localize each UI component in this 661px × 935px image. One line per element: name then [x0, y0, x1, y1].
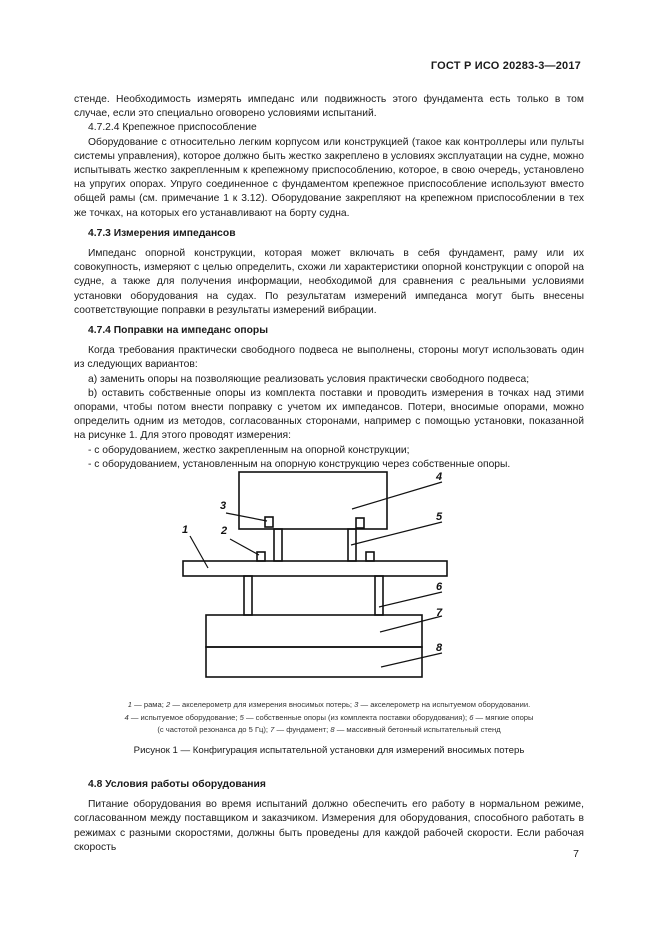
legend-line-1: 1 — рама; 2 — акселерометр для измерения вносимых потерь; 3 — акселерометр на испытуемом оборудовании.: [127, 700, 531, 709]
label-7: 7: [436, 607, 443, 619]
paragraph: стенде. Необходимость измерять импеданс или подвижность этого фундамента есть только в том случае, если это специально оговорено условиями испытаний.: [74, 94, 584, 120]
section-heading-4-7-2-4: 4.7.2.4 Крепежное приспособление: [88, 122, 257, 134]
paragraph: Питание оборудования во время испытаний должно обеспечить его работу в нормальном режиме, согласованном между поставщиком и заказчиком. Измерения для оборудования, способного работать в режимах с разными скоростями, должны быть проведены для каждой рабочей скорости. Если рабочая скорость: [74, 799, 584, 853]
accelerometer-2b: [366, 552, 374, 561]
section-heading-4-7-3: 4.7.3 Измерения импедансов: [88, 227, 236, 239]
foundation: [206, 615, 422, 647]
soft-support-right: [375, 576, 383, 615]
figure-legend: [74, 699, 584, 737]
section-heading-4-8: 4.8 Условия работы оборудования: [88, 779, 266, 790]
soft-support-left: [244, 576, 252, 615]
label-5: 5: [436, 511, 443, 523]
leader-2: [230, 539, 259, 555]
leader-4: [352, 482, 442, 509]
leader-6: [379, 592, 442, 607]
own-support-left: [274, 529, 282, 561]
leader-3: [226, 513, 267, 521]
label-4: 4: [436, 471, 443, 483]
legend-line-2: 4 — испытуемое оборудование; 5 — собственные опоры (из комплекта поставки оборудования); 6 — мягкие опоры: [124, 712, 534, 722]
leader-7: [380, 616, 442, 632]
text-block-bottom: [74, 778, 584, 855]
label-2: 2: [221, 525, 228, 537]
leader-1: [190, 536, 208, 568]
label-1: 1: [182, 524, 189, 536]
paragraph: Оборудование с относительно легким корпусом или конструкцией (такое как контроллеры или пульты системы управления), которое должно быть жестко закреплено в условиях эксплуатации на судне, можно испытывать жестко закрепленным к крепежному приспособлению, которое, в свою очередь, установлено на упругих опорах. Упруго соединенное с фундаментом крепежное приспособление используют вместо общей рамы (см. примечание 1 к 3.12). Оборудование закрепляют на крепежном приспособлении в тех же точках, на которых его устанавливают на борту судна.: [74, 136, 584, 219]
figure-title: Рисунок 1 — Конфигурация испытательной установки для измерений вносимых потерь: [133, 745, 525, 756]
paragraph: Когда требования практически свободного подвеса не выполнены, стороны могут использовать один из следующих вариантов:: [74, 345, 584, 371]
test-setup-figure: [170, 465, 460, 685]
accelerometer-2: [257, 552, 265, 561]
list-item: - с оборудованием, установленным на опорную конструкцию через собственные опоры.: [88, 458, 511, 470]
section-heading-4-7-4: 4.7.4 Поправки на импеданс опоры: [88, 325, 269, 337]
leader-8: [381, 653, 442, 667]
label-3: 3: [220, 500, 227, 512]
accelerometer-3b: [356, 518, 364, 528]
accelerometer-3: [265, 517, 273, 527]
label-8: 8: [436, 642, 443, 654]
list-item: - с оборудованием, жестко закрепленным на опорной конструкции;: [88, 444, 410, 456]
label-6: 6: [436, 581, 443, 593]
concrete-test-bed: [206, 647, 422, 677]
list-item: а) заменить опоры на позволяющие реализовать условия практически свободного подвеса;: [88, 373, 530, 385]
page-number: 7: [573, 848, 579, 860]
text-block-top: [74, 93, 584, 472]
list-item: b) оставить собственные опоры из комплекта поставки и проводить измерения в точках над этими опорами, чтобы потом внести поправку с учетом их импедансов. Потери, вносимые опорами, можно определить одним из методов, согласованных сторонами, например с помощью установки, показанной на рисунке 1. Для этого проводят измерения:: [74, 387, 584, 442]
paragraph: Импеданс опорной конструкции, которая может включать в себя фундамент, раму или их совокупность, измеряют с целью определить, схожи ли характеристики опорной конструкции с опорой на судне, а также для получения информации, необходимой для сравнения с реальными условиями установки оборудования на судах. По результатам измерений импеданса могут быть внесены соответствующие поправки в результаты измерений вибрации.: [74, 248, 584, 316]
frame: [183, 561, 447, 576]
document-header: ГОСТ Р ИСО 20283-3—2017: [430, 60, 581, 72]
legend-line-3: (с частотой резонанса до 5 Гц); 7 — фундамент; 8 — массивный бетонный испытательный стенд: [157, 725, 501, 734]
